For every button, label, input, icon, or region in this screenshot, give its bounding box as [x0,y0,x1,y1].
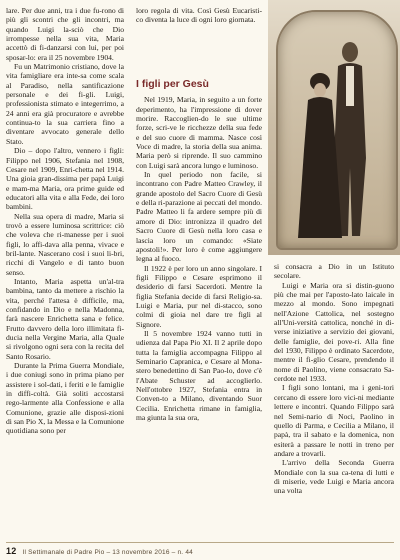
paragraph: Il 5 novembre 1924 vanno tutti in udienza dal Papa Pio XI. Il 2 aprile dopo tutta la famiglia accompagna Filippo al Seminario Capranica, e Cesare al Mona-stero benedettino di San Pao-lo, dove c'è l'Abate Schuster ad accoglierlo. Nell'ottobre 1927, Stefania entra in Conven-to a Milano, diventando Suor Cecilia. Enrichetta rimane in famiglia, ma giunta la sua ora, [136,328,262,423]
paragraph: Fu un Matrimonio cristiano, dove la vita famigliare era inte-sa come scala al Paradiso, nella santificazione personale e dei fi-gli. Luigi, professionista stimato e integerrimo, a 24 anni era già procuratore e avrebbe continua-to la sua carriera fino a diventare avvocato generale dello Stato. [6,62,124,146]
woman-figure [296,70,344,240]
column-left [6,6,124,436]
paragraph: Nel 1919, Maria, in seguito a un forte deperimento, ha l'impressione di dover morire. Raccoglien-do le sue ultime forze, scri-ve le ricchezze della sua fede e del suo cuore di mamma. Nasce così Voce di madre, la storia della sua anima. Maria però si riprende. Il suo cammino con Luigi sarà ancora lungo e luminoso. [136,95,262,170]
page-footer [6,542,394,556]
paragraph: Dio – dopo l'altro, vennero i figli: Filippo nel 1906, Stefania nel 1908, Cesare nel 1909, Enri-chetta nel 1914. Una gioia gran-dissima per papà Luigi e mam-ma Maria, ora prime guide ed educatori alla vita e alla Fede, dei loro bambini. [6,146,124,212]
paragraph: Il 1922 è per loro un anno singolare. I figli Filippo e Cesare esprimono il desiderio di farsi Sacerdoti. Mentre la figlia Stefania decide di farsi Religio-sa. Luigi e Maria, pur nel di-stacco, sono colmi di gioia nel dare tre figli al Signore. [136,263,262,329]
couple-photo [268,0,400,255]
paragraph: Intanto, Maria aspetta un'al-tra bambina, tanto da mettere a rischio la vita, perché l'attesa è difficile, ma, confidando in Dio e nella Madonna, farà nascere Enrichetta sana e felice. Frutto davvero della loro illimitata fi-ducia nella Vergine Maria, alla Quale si rivolgono ogni sera con la recita del Santo Rosario. [6,276,124,361]
column-right [274,262,394,496]
page-number: 12 [6,546,17,556]
column-middle [136,80,262,422]
paragraph: lare. Per due anni, tra i due fu-rono di più gli scontri che gli incontri, ma quando Luigi la-sciò che Dio irrompesse nella sua vita, Maria accettò di fi-danzarsi con lui, per poi sposar-lo: era il 25 novembre 1904. [6,6,124,62]
paragraph: loro regola di vita. Così Gesù Eucaristi-co diventa la luce di ogni loro giornata. [136,6,262,25]
paragraph: Luigi e Maria ora si distin-guono più che mai per l'aposto-lato laicale in mezzo al mondo. Sono impegnati nell'Azione Cattolica, nel sostegno all'Uni-versità cattolica, nonché in di-verse iniziative a servizio dei giovani, delle famiglie, dei pove-ri. Alla fine del 1930, Filippo è ordinato Sacerdote, mentre il fi-glio Cesare, prendendo il nome di Paolino, viene consacrato Sa-cerdote nel 1933. [274,280,394,384]
column-middle-top [136,6,262,25]
paragraph: L'arrivo della Seconda Guerra Mondiale con la sua ca-tena di lutti e di miserie, vede Luigi e Maria ancora una volta [274,458,394,496]
section-heading: I figli per Gesù [136,78,209,90]
paragraph: Nella sua opera di madre, Maria si trovò a essere luminosa scrittrice: ciò che voleva che ri-manesse per i suoi figli, lo affi-dava alla penna, vivace e bril-lante. Nascerano così i suoi li-bri, ricchi di Vangelo e di tanto buon senso. [6,211,124,277]
paragraph: Durante la Prima Guerra Mondiale, i due coniugi sono in prima piano per assistere i sol-dati, i feriti e le famiglie in diffi-coltà. Già soliti accostarsi rego-larmente alla Confessione e alla Comunione, grazie alle disposi-zioni di san Pio X, la Messa e la Comunione quotidiana sono per [6,361,124,436]
paragraph: si consacra a Dio in un Istituto secolare. [274,262,394,281]
footer-text: Il Settimanale di Padre Pio – 13 novembre 2016 – n. 44 [22,549,193,556]
paragraph: In quel periodo non facile, si incontrano con Padre Matteo Crawley, il grande apostolo del Sacro Cuore di Gesù e della ri-parazione ai peccati del mondo. Padre Matteo li fa ardere sempre più di amore di Dio: intronizza il quadro del Sacro Cuore di Gesù nella loro casa e lascia loro un comando: «Siate apostoli!». Per loro è come aggiungere legna al fuoco. [136,170,262,264]
paragraph: I figli sono lontani, ma i geni-tori cercano di essere loro vici-ni mediante lettere e incontri. Quando Filippo sarà nel Semi-nario di Noci, Paolino in quello di Parma, e Cecilia a Milano, il papà, tra il sabato e la domenica, non esiterà a passare le notti in treno per andare a trovarli. [274,383,394,458]
